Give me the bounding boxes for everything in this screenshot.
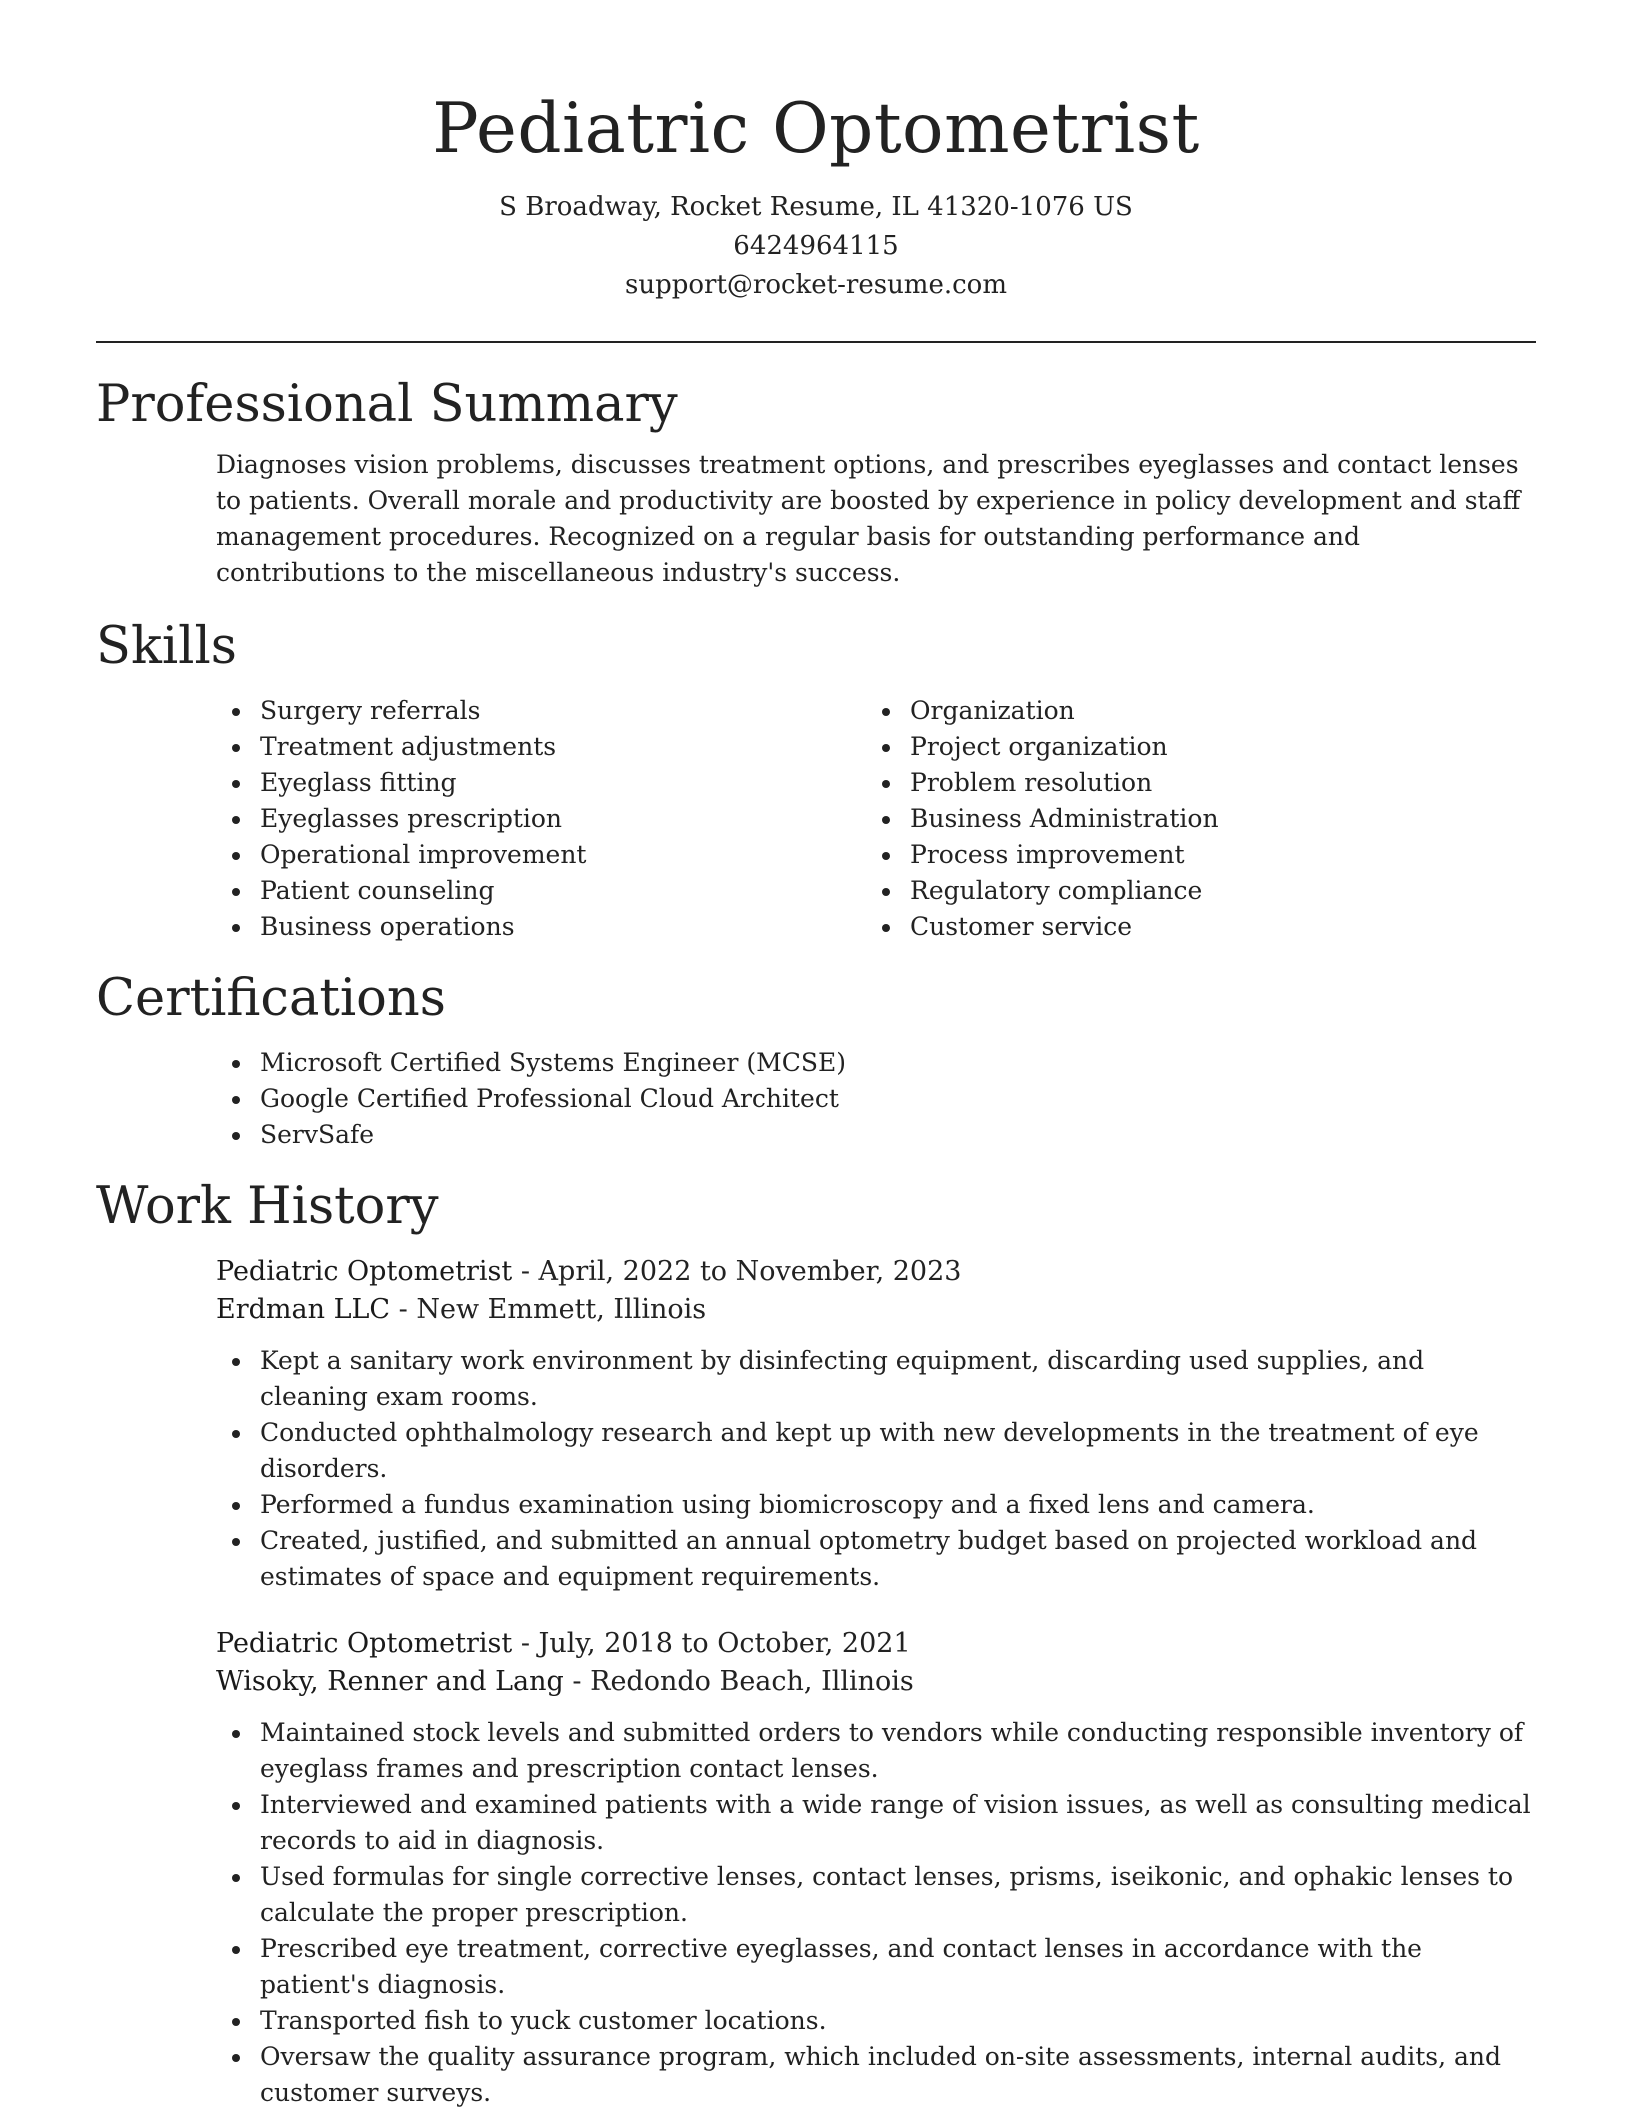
- job-role: Pediatric Optometrist: [216, 1256, 513, 1287]
- skill-item: Patient counseling: [96, 873, 746, 909]
- skill-item: Eyeglass fitting: [96, 765, 746, 801]
- skills-heading: Skills: [96, 617, 237, 676]
- job-title-line: [216, 1253, 1536, 1291]
- summary-text: Diagnoses vision problems, discusses treatment options, and prescribes eyeglasses and contact lenses to patients. Overall morale and productivity are boosted by experience in policy development and staff management procedures. Recognized on a regular basis for outstanding performance and contributions to the miscellaneous industry's success.: [216, 450, 1521, 587]
- work-history-heading: Work History: [96, 1177, 439, 1236]
- job-title-line: [216, 1625, 1536, 1663]
- skills-columns: [96, 693, 1536, 945]
- job-duty: Kept a sanitary work environment by disinfecting equipment, discarding used supplies, and cleaning exam rooms.: [216, 1343, 1536, 1415]
- job-duty: Created, justified, and submitted an annual optometry budget based on projected workload and estimates of space and equipment requirements.: [216, 1523, 1536, 1595]
- job-duties-list: [216, 1715, 1536, 2111]
- resume-page: [96, 0, 1536, 2111]
- job-duty: Prescribed eye treatment, corrective eyeglasses, and contact lenses in accordance with the patient's diagnosis.: [216, 1931, 1536, 2003]
- job-duty: Used formulas for single corrective lenses, contact lenses, prisms, iseikonic, and ophakic lenses to calculate the proper prescription.: [216, 1859, 1536, 1931]
- contact-email: support@rocket-resume.com: [624, 270, 1007, 300]
- contact-address: S Broadway, Rocket Resume, IL 41320-1076 US: [499, 192, 1133, 222]
- contact-block: [96, 188, 1536, 305]
- certifications-heading: Certifications: [96, 969, 446, 1028]
- job-company: Wisoky, Renner and Lang: [216, 1666, 564, 1697]
- certifications-list: [96, 1045, 1536, 1153]
- resume-header: [96, 0, 1536, 305]
- job-company-line: [216, 1291, 1536, 1329]
- job-duty: Transported fish to yuck customer locations.: [216, 2003, 1536, 2039]
- job-dates: - April, 2022 to November, 2023: [512, 1256, 962, 1287]
- skill-item: Project organization: [746, 729, 1396, 765]
- skill-item: Business Administration: [746, 801, 1396, 837]
- skill-item: Eyeglasses prescription: [96, 801, 746, 837]
- job-duty: Maintained stock levels and submitted orders to vendors while conducting responsible inventory of eyeglass frames and prescription contact lenses.: [216, 1715, 1536, 1787]
- skill-item: Surgery referrals: [96, 693, 746, 729]
- certification-item: Google Certified Professional Cloud Architect: [96, 1081, 1536, 1117]
- job-company-line: [216, 1663, 1536, 1701]
- contact-phone: 6424964115: [733, 231, 899, 261]
- skill-item: Operational improvement: [96, 837, 746, 873]
- job-company: Erdman LLC: [216, 1294, 391, 1325]
- skill-item: Organization: [746, 693, 1396, 729]
- skill-item: Treatment adjustments: [96, 729, 746, 765]
- job-location: - New Emmett, Illinois: [390, 1294, 707, 1325]
- job-duties-list: [216, 1343, 1536, 1595]
- job-entry: [216, 1625, 1536, 2111]
- job-duty: Performed a fundus examination using biomicroscopy and a fixed lens and camera.: [216, 1487, 1536, 1523]
- certification-item: Microsoft Certified Systems Engineer (MCSE): [96, 1045, 1536, 1081]
- summary-heading: Professional Summary: [96, 375, 678, 434]
- job-location: - Redondo Beach, Illinois: [563, 1666, 914, 1697]
- header-divider: [96, 341, 1536, 343]
- job-entry: [216, 1253, 1536, 1595]
- skills-list-right: [746, 693, 1396, 945]
- job-duty: Conducted ophthalmology research and kept up with new developments in the treatment of eye disorders.: [216, 1415, 1536, 1487]
- job-role: Pediatric Optometrist: [216, 1628, 513, 1659]
- skill-item: Business operations: [96, 909, 746, 945]
- skills-list-left: [96, 693, 746, 945]
- certification-item: ServSafe: [96, 1117, 1536, 1153]
- skill-item: Problem resolution: [746, 765, 1396, 801]
- skill-item: Customer service: [746, 909, 1396, 945]
- job-duty: Oversaw the quality assurance program, which included on-site assessments, internal audits, and customer surveys.: [216, 2039, 1536, 2111]
- skill-item: Process improvement: [746, 837, 1396, 873]
- skill-item: Regulatory compliance: [746, 873, 1396, 909]
- job-dates: - July, 2018 to October, 2021: [512, 1628, 911, 1659]
- job-duty: Interviewed and examined patients with a wide range of vision issues, as well as consulting medical records to aid in diagnosis.: [216, 1787, 1536, 1859]
- candidate-name: Pediatric Optometrist: [432, 89, 1200, 169]
